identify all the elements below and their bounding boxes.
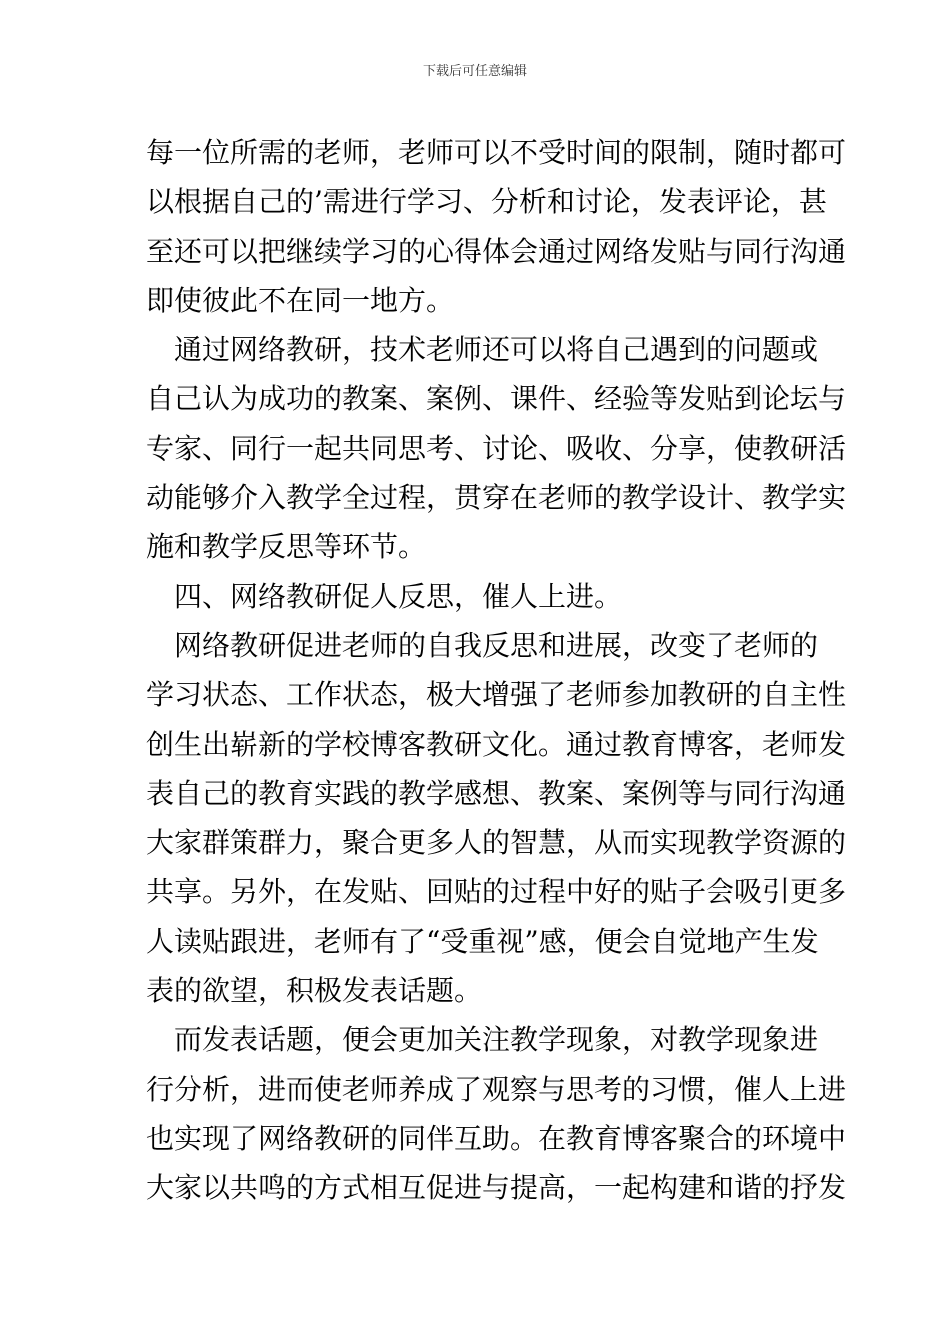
body-line: 共享。另外，在发贴、回贴的过程中好的贴子会吸引更多 (146, 875, 847, 909)
body-line: 人读贴跟进，老师有了“受重视”感，便会自觉地产生发 (146, 924, 819, 958)
body-line: 即使彼此不在同一地方。 (146, 283, 455, 317)
body-line: 动能够介入教学全过程，贯穿在老师的教学设计、教学实 (146, 481, 847, 515)
body-line: 而发表话题，便会更加关注教学现象，对教学现象进 (146, 1023, 819, 1057)
body-line: 每一位所需的老师，老师可以不受时间的限制，随时都可 (146, 136, 847, 169)
body-line: 表的欲望，积极发表话题。 (146, 974, 483, 1008)
body-line: 以根据自己的’需进行学习、分析和讨论，发表评论，甚 (146, 185, 827, 219)
body-line: 通过网络教研，技术老师还可以将自己遇到的问题或 (146, 333, 819, 367)
page-header: 下载后可任意编辑 (422, 64, 527, 79)
body-line: 施和教学反思等环节。 (146, 530, 427, 564)
body-line: 大家以共鸣的方式相互促进与提高，一起构建和谐的抒发 (146, 1171, 847, 1205)
body-line: 大家群策群力，聚合更多人的智慧，从而实现教学资源的 (146, 826, 847, 860)
document-body (146, 128, 847, 1213)
body-line: 表自己的教育实践的教学感想、教案、案例等与同行沟通 (146, 776, 847, 810)
body-line: 网络教研促进老师的自我反思和进展，改变了老师的 (146, 628, 819, 662)
body-line: 至还可以把继续学习的心得体会通过网络发贴与同行沟通 (146, 234, 847, 268)
body-line: 专家、同行一起共同思考、讨论、吸收、分享，使教研活 (146, 431, 847, 465)
body-line: 创生出崭新的学校博客教研文化。通过教育博客，老师发 (146, 727, 847, 761)
body-line: 学习状态、工作状态，极大增强了老师参加教研的自主性 (146, 678, 847, 712)
body-line: 行分析，进而使老师养成了观察与思考的习惯，催人上进 (146, 1072, 847, 1106)
body-line: 自己认为成功的教案、案例、课件、经验等发贴到论坛与 (146, 382, 847, 416)
section-heading: 四、网络教研促人反思，催人上进。 (146, 579, 623, 613)
body-line: 也实现了网络教研的同伴互助。在教育博客聚合的环境中 (146, 1121, 847, 1155)
